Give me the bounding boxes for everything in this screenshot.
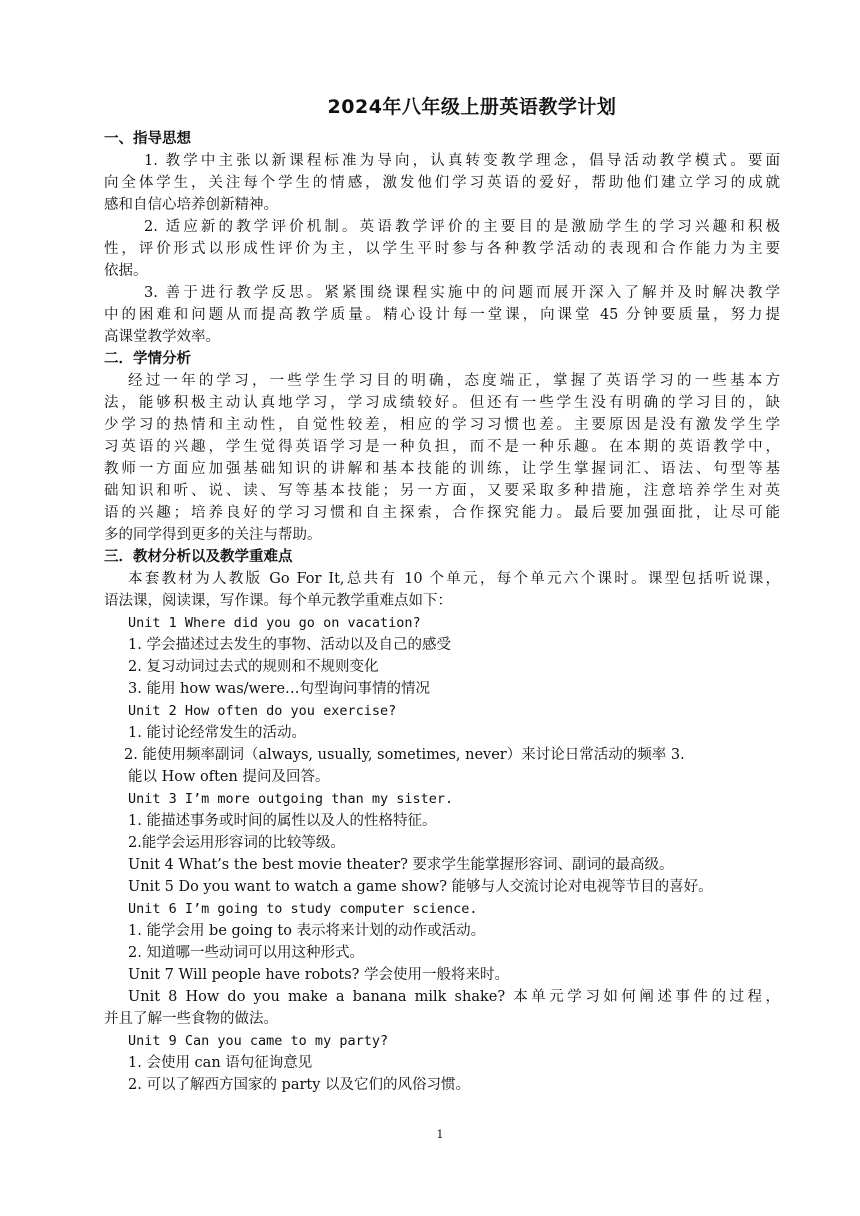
unit-item: 1. 学会描述过去发生的事物、活动以及自己的感受 xyxy=(128,637,451,653)
section-heading-student-analysis: 二．学情分析 xyxy=(104,351,191,367)
paragraph-line: 1. 教学中主张以新课程标准为导向，认真转变教学理念，倡导活动教学模式。要面 xyxy=(144,153,780,169)
paragraph-line: 经过一年的学习，一些学生学习目的明确，态度端正，掌握了英语学习的一些基本方 xyxy=(128,373,780,389)
unit-item: 2. 复习动词过去式的规则和不规则变化 xyxy=(128,659,379,675)
unit-item: 2. 能使用频率副词（always, usually, sometimes, never）来讨论日常活动的频率 3. xyxy=(124,747,685,763)
paragraph-line: 语法课，阅读课，写作课。每个单元教学重难点如下： xyxy=(104,593,452,609)
paragraph-line: 础知识和听、说、读、写等基本技能；另一方面，又要采取多种措施，注意培养学生对英 xyxy=(104,483,780,499)
unit-item: 2.能学会运用形容词的比较等级。 xyxy=(128,835,345,851)
unit-9-title: Unit 9 Can you came to my party? xyxy=(128,1033,389,1049)
paragraph-line: 性，评价形式以形成性评价为主，以学生平时参与各种教学活动的表现和合作能力为主要 xyxy=(104,241,780,257)
paragraph-line: 3. 善于进行教学反思。紧紧围绕课程实施中的问题而展开深入了解并及时解决教学 xyxy=(144,285,780,301)
paragraph-line: 高课堂教学效率。 xyxy=(104,329,220,345)
unit-item: 1. 能讨论经常发生的活动。 xyxy=(128,725,306,741)
unit-item: 1. 能描述事务或时间的属性以及人的性格特征。 xyxy=(128,813,437,829)
paragraph-line: 向全体学生，关注每个学生的情感，激发他们学习英语的爱好，帮助他们建立学习的成就 xyxy=(104,175,780,191)
paragraph-line: 感和自信心培养创新精神。 xyxy=(104,197,278,213)
page-number: 1 xyxy=(436,1128,444,1141)
section-heading-textbook-analysis: 三．教材分析以及教学重难点 xyxy=(104,549,293,565)
unit-item: 2. 知道哪一些动词可以用这种形式。 xyxy=(128,945,364,961)
unit-2-title: Unit 2 How often do you exercise? xyxy=(128,703,397,719)
unit-8-title: Unit 8 How do you make a banana milk shake? 本单元学习如何阐述事件的过程， xyxy=(128,989,780,1005)
paragraph-line: 本套教材为人教版 Go For It,总共有 10 个单元，每个单元六个课时。课型包括听说课， xyxy=(128,571,780,587)
paragraph-line: 习英语的兴趣，学生觉得英语学习是一种负担，而不是一种乐趣。在本期的英语教学中， xyxy=(104,439,780,455)
document-title: 2024年八年级上册英语教学计划 xyxy=(327,96,617,118)
unit-1-title: Unit 1 Where did you go on vacation? xyxy=(128,615,421,631)
unit-item: 能以 How often 提问及回答。 xyxy=(128,769,330,785)
paragraph-line: 中的困难和问题从而提高教学质量。精心设计每一堂课，向课堂 45 分钟要质量，努力提 xyxy=(104,307,780,323)
paragraph-line: 并且了解一些食物的做法。 xyxy=(104,1011,278,1027)
paragraph-line: 2. 适应新的教学评价机制。英语教学评价的主要目的是激励学生的学习兴趣和积极 xyxy=(144,219,780,235)
unit-item: 1. 会使用 can 语句征询意见 xyxy=(128,1055,313,1071)
document-body xyxy=(104,128,780,1096)
section-heading-guiding-ideology: 一、指导思想 xyxy=(104,131,191,147)
paragraph-line: 依据。 xyxy=(104,263,148,279)
unit-item: 1. 能学会用 be going to 表示将来计划的动作或活动。 xyxy=(128,923,486,939)
unit-7-title: Unit 7 Will people have robots? 学会使用一般将来时。 xyxy=(128,967,510,983)
paragraph-line: 多的同学得到更多的关注与帮助。 xyxy=(104,527,322,543)
unit-item: 3. 能用 how was/were…句型询问事情的情况 xyxy=(128,681,431,697)
paragraph-line: 教师一方面应加强基础知识的讲解和基本技能的训练，让学生掌握词汇、语法、句型等基 xyxy=(104,461,780,477)
paragraph-line: 法，能够积极主动认真地学习，学习成绩较好。但还有一些学生没有明确的学习目的，缺 xyxy=(104,395,780,411)
unit-item: 2. 可以了解西方国家的 party 以及它们的风俗习惯。 xyxy=(128,1077,471,1093)
paragraph-line: 少学习的热情和主动性，自觉性较差，相应的学习习惯也差。主要原因是没有激发学生学 xyxy=(104,417,780,433)
unit-5-title: Unit 5 Do you want to watch a game show? 能够与人交流讨论对电视等节目的喜好。 xyxy=(128,879,713,895)
unit-4-title: Unit 4 What’s the best movie theater? 要求学生能掌握形容词、副词的最高级。 xyxy=(128,857,674,873)
unit-6-title: Unit 6 I’m going to study computer science. xyxy=(128,901,478,917)
paragraph-line: 语的兴趣；培养良好的学习习惯和自主探索，合作探究能力。最后要加强面批，让尽可能 xyxy=(104,505,780,521)
unit-3-title: Unit 3 I’m more outgoing than my sister. xyxy=(128,791,454,807)
